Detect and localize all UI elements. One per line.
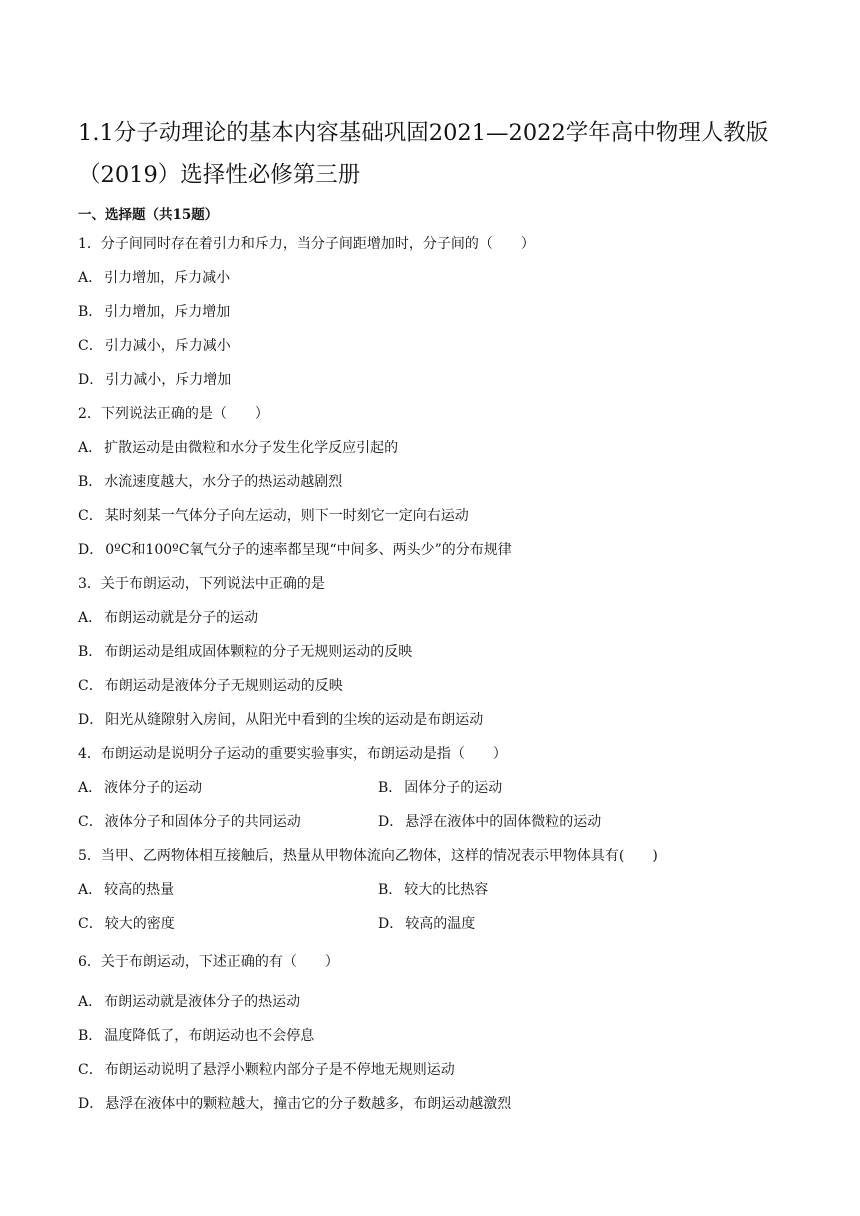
document-title: 1.1分子动理论的基本内容基础巩固2021—2022学年高中物理人教版（2019）选择性必修第三册 (78, 120, 769, 188)
option-c: C． 引力减小，斥力减小 (78, 338, 231, 354)
option-c: C． 较大的密度 (78, 916, 175, 932)
option-b: B． 温度降低了，布朗运动也不会停息 (78, 1028, 315, 1044)
option-a: A． 布朗运动就是液体分子的热运动 (78, 994, 301, 1010)
question-stem: 5．当甲、乙两物体相互接触后，热量从甲物体流向乙物体，这样的情况表示甲物体具有( ) (78, 848, 658, 864)
option-c: C． 布朗运动是液体分子无规则运动的反映 (78, 678, 343, 694)
option-d: D． 较高的温度 (378, 916, 476, 932)
option-b: B． 引力增加，斥力增加 (78, 304, 231, 320)
option-d: D． 0ºC和100ºC氧气分子的速率都呈现“中间多、两头少”的分布规律 (78, 542, 512, 558)
option-d: D． 悬浮在液体中的颗粒越大，撞击它的分子数越多，布朗运动越激烈 (78, 1096, 512, 1112)
option-d: D． 引力减小，斥力增加 (78, 372, 232, 388)
question-stem: 6．关于布朗运动，下述正确的有（ ） (78, 954, 339, 970)
question-stem: 2．下列说法正确的是（ ） (78, 406, 269, 422)
option-b: B． 水流速度越大，水分子的热运动越剧烈 (78, 474, 343, 490)
option-c: C． 布朗运动说明了悬浮小颗粒内部分子是不停地无规则运动 (78, 1062, 455, 1078)
option-b: B． 布朗运动是组成固体颗粒的分子无规则运动的反映 (78, 644, 413, 660)
section-heading: 一、选择题（共15题） (78, 207, 219, 223)
question-stem: 1．分子间同时存在着引力和斥力，当分子间距增加时，分子间的（ ） (78, 236, 535, 252)
option-a: A． 较高的热量 (78, 882, 175, 898)
option-d: D． 阳光从缝隙射入房间，从阳光中看到的尘埃的运动是布朗运动 (78, 712, 484, 728)
option-c: C． 液体分子和固体分子的共同运动 (78, 814, 301, 830)
question-stem: 4．布朗运动是说明分子运动的重要实验事实，布朗运动是指（ ） (78, 746, 507, 762)
option-b: B． 固体分子的运动 (378, 780, 503, 796)
option-a: A． 引力增加，斥力减小 (78, 270, 231, 286)
question-stem: 3．关于布朗运动，下列说法中正确的是 (78, 576, 325, 592)
option-b: B． 较大的比热容 (378, 882, 489, 898)
option-d: D． 悬浮在液体中的固体微粒的运动 (378, 814, 602, 830)
option-c: C． 某时刻某一气体分子向左运动，则下一时刻它一定向右运动 (78, 508, 469, 524)
option-a: A． 液体分子的运动 (78, 780, 203, 796)
option-a: A． 布朗运动就是分子的运动 (78, 610, 259, 626)
option-a: A． 扩散运动是由微粒和水分子发生化学反应引起的 (78, 440, 399, 456)
